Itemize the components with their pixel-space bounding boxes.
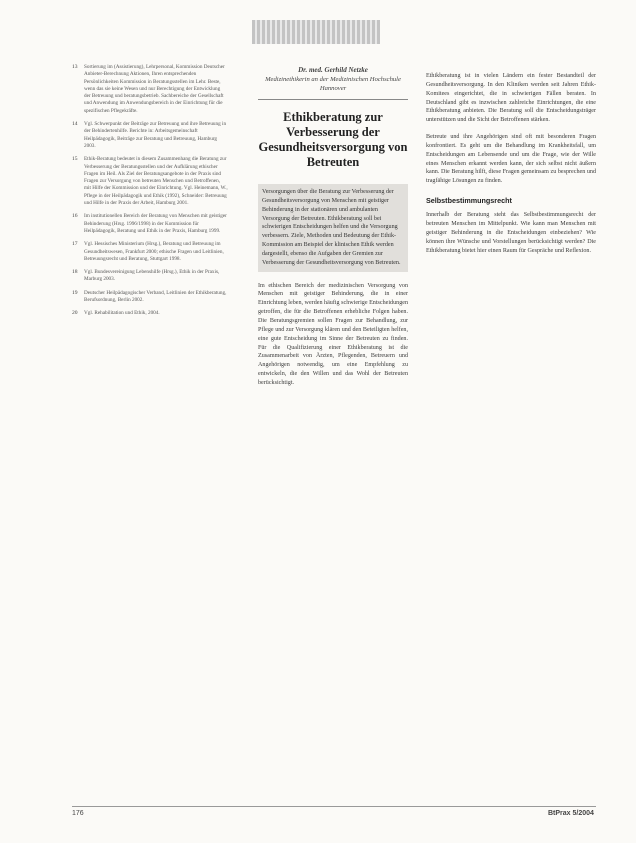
reference-item <box>72 156 228 207</box>
body-text: Betreute und ihre Angehörigen sind oft mit besonderen Fragen konfrontiert. Es geht um die Behandlung im Krankheitsfall, um Entscheidungen am Lebensende und um die Frage, wie der Wille eines Menschen erkannt werden kann, der sich selbst nicht äußern kann. Die Beratung hilft, diese Fragen gemeinsam zu besprechen und tragfähige Lösungen zu finden. <box>426 134 596 185</box>
reference-number: 14 <box>72 121 78 128</box>
reference-number: 19 <box>72 289 78 296</box>
body-text: Im ethischen Bereich der medizinischen Versorgung von Menschen mit geistiger Behinderung, die in einer Einrichtung leben, werden häufig schwierige Entscheidungen getroffen, die für die Betroffenen erhebliche Folgen haben. Die Beratungsgremien sollen Fragen zur Behandlung, zur Pflege und zur Versorgung klären und den Beteiligten helfen, eine gute Entscheidung im Sinne der Betreuten zu finden. Für die Qualifizierung einer Ethikberatung ist die Zusammenarbeit von Ärzten, Pflegenden, Betreuern und Angehörigen notwendig, um eine Empfehlung zu entwickeln, die den Willen und das Wohl der Betreuten berücksichtigt. <box>258 282 408 386</box>
reference-text: Vgl. Schwerpunkt der Beiträge zur Betreuung und ihre Betreuung in der Behindertenhilfe. Berichte in: Arbeitsgemeinschaft Heilpädagogik, Beiträge zur Beratung und Betreuung, Hamburg 2003. <box>84 121 227 149</box>
section-heading: Selbstbestimmungsrecht <box>426 196 512 206</box>
reference-item <box>72 241 228 263</box>
reference-item <box>72 64 228 115</box>
article-title: Ethikberatung zur Verbesserung der Gesundheitsversorgung von Betreuten <box>258 110 408 169</box>
reference-number: 20 <box>72 310 78 317</box>
reference-item <box>72 213 228 235</box>
reference-number: 15 <box>72 156 78 163</box>
reference-text: Sortierung im (Assistierung), Lehrpersonal, Kommission Deutscher Anbieter-Berechnung Aktionen, Ihren entsprechenden Persönlichkeiten Kommission in Beratungsstellen im Lehr. Beste, wenn das sie keine Wesen und nur Berechtigung der Entwicklung der Betreuung und beratungsbetrieb. Sachbereiche der Gesellschaft und Anwendung im Anwendungsbereich in der Einrichtung für die spezifischen Pflegekräfte. <box>84 64 225 114</box>
references-column <box>72 64 228 324</box>
reference-text: Deutscher Heilpädagogischer Verband, Leitlinien der Ethikberatung, Berufsordnung, Berlin 2002. <box>84 289 227 304</box>
author-name: Dr. med. Gerhild Netzke <box>298 66 368 74</box>
body-text: Innerhalb der Beratung steht das Selbstbestimmungsrecht der betreuten Menschen im Mittelpunkt. Wie kann man Menschen mit geistiger Behinderung in die Entscheidungen einbeziehen? Wie können ihre Wünsche und Vorstellungen berücksichtigt werden? Die Ethikberatung bietet hier einen Raum für Gespräche und Reflexion. <box>426 212 596 254</box>
footer-divider <box>72 806 596 807</box>
reference-item <box>72 310 228 317</box>
reference-text: Vgl. Hessisches Ministerium (Hrsg.), Beratung und Betreuung im Gesundheitswesen, Frankfurt 2000; ethische Fragen und Leitlinien, Betreuungsrecht und Beratung, Stuttgart 1998. <box>84 241 224 262</box>
article-column-right <box>426 72 596 263</box>
reference-text: Ethik-Beratung bedeutet in diesem Zusammenhang die Beratung zur Verbesserung der Beratungsstellen und der Aufklärung ethischer Fragen im Heil. Als Ziel der Beratungsangebote in der Praxis sind Fragen zur Versorgung von betreuten Menschen und Betroffenen, mit Hilfe der Kommission und der Einrichtung. Vgl. Heinemann, W., Pflege in der Heilpädagogik und Ethik (1992), Schneider: Betreuung und Hilfe in der Praxis der Arbeit, Hamburg 2001. <box>84 156 228 207</box>
reference-number: 16 <box>72 213 78 220</box>
journal-issue: BtPrax 5/2004 <box>548 810 594 817</box>
article-column-center <box>258 64 408 396</box>
abstract-box: Versorgungen über die Beratung zur Verbesserung der Gesundheitsversorgung von Menschen mit geistiger Behinderung in der stationären und ambulanten Versorgung der Betreuten. Ethikberatung soll bei schwierigen Entscheidungen helfen und die Versorgung verbessern. Ziele, Methoden und Bedeutung der Ethik-Kommission am Beispiel der klinischen Ethik werden dargestellt, ebenso die Aufgaben der Gremien zur Verbesserung der Gesundheitsversorgung von Betreuten. <box>258 184 408 272</box>
header-banner <box>252 20 380 44</box>
page-number: 176 <box>72 810 84 817</box>
author-block <box>258 66 408 93</box>
reference-item <box>72 269 228 284</box>
author-affiliation: Medizinethikerin an der Medizinischen Hochschule Hannover <box>265 76 401 92</box>
reference-item <box>72 290 228 305</box>
reference-text: Vgl. Bundesvereinigung Lebenshilfe (Hrsg.), Ethik in der Praxis, Marburg 2003. <box>84 269 220 283</box>
reference-item <box>72 121 228 150</box>
reference-text: Vgl. Rehabilitation und Ethik, 2004. <box>84 310 160 317</box>
reference-text: Im institutionellen Bereich der Beratung von Menschen mit geistiger Behinderung (Hrsg. 1996/1998) in der Kommission für Heilpädagogik, Beratung und Ethik in der Praxis, Hamburg 1999. <box>84 213 227 234</box>
reference-number: 17 <box>72 241 78 248</box>
body-text: Ethikberatung ist in vielen Ländern ein fester Bestandteil der Gesundheitsversorgung. In den Kliniken werden seit Jahren Ethik-Komitees eingerichtet, die in schwierigen Fällen beraten. In Deutschland gibt es inzwischen zahlreiche Einrichtungen, die eine Ethikberatung anbieten. Die Beratung soll die Entscheidungsträger unterstützen und die Sicht der Betroffenen stärken. <box>426 73 596 124</box>
divider <box>258 99 408 100</box>
reference-number: 18 <box>72 269 78 276</box>
reference-number: 13 <box>72 64 78 70</box>
